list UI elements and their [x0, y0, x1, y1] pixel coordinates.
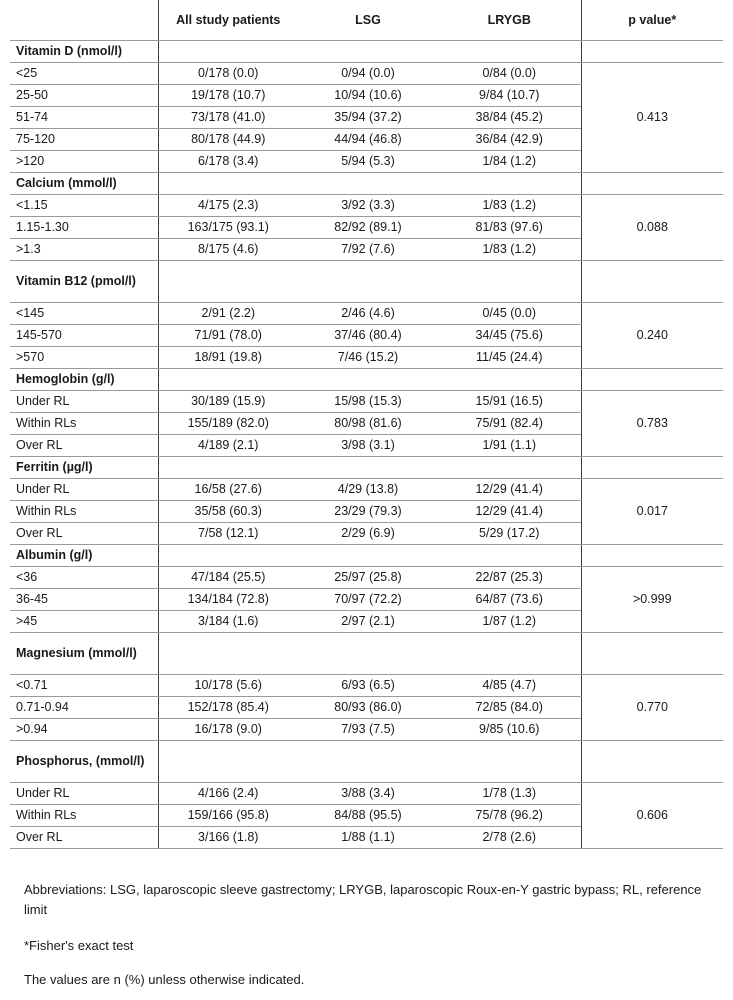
section-empty-cell: [438, 41, 581, 63]
value-cell: 4/85 (4.7): [438, 675, 581, 697]
row-label: >120: [10, 151, 158, 173]
row-label: <145: [10, 303, 158, 325]
value-cell: 0/94 (0.0): [298, 63, 438, 85]
value-cell: 0/45 (0.0): [438, 303, 581, 325]
section-title: Albumin (g/l): [10, 545, 158, 567]
section-header-row: [10, 41, 723, 63]
value-cell: 1/87 (1.2): [438, 611, 581, 633]
value-cell: 37/46 (80.4): [298, 325, 438, 347]
value-cell: 7/58 (12.1): [158, 523, 298, 545]
value-cell: 5/29 (17.2): [438, 523, 581, 545]
value-cell: 5/94 (5.3): [298, 151, 438, 173]
value-cell: 11/45 (24.4): [438, 347, 581, 369]
section-title: Ferritin (µg/l): [10, 457, 158, 479]
section-empty-cell: [298, 261, 438, 303]
value-cell: 16/178 (9.0): [158, 719, 298, 741]
value-cell: 75/91 (82.4): [438, 413, 581, 435]
row-label: 25-50: [10, 85, 158, 107]
value-cell: 81/83 (97.6): [438, 217, 581, 239]
value-cell: 155/189 (82.0): [158, 413, 298, 435]
value-cell: 47/184 (25.5): [158, 567, 298, 589]
value-cell: 36/84 (42.9): [438, 129, 581, 151]
abbreviations-note: Abbreviations: LSG, laparoscopic sleeve gastrectomy; LRYGB, laparoscopic Roux-en-Y gastric bypass; RL, reference limit: [24, 882, 702, 917]
table-body: [10, 41, 723, 849]
value-cell: 3/98 (3.1): [298, 435, 438, 457]
p-value-cell: 0.770: [581, 675, 723, 741]
values-note: The values are n (%) unless otherwise indicated.: [24, 972, 305, 987]
section-header-row: [10, 369, 723, 391]
value-cell: 71/91 (78.0): [158, 325, 298, 347]
value-cell: 16/58 (27.6): [158, 479, 298, 501]
value-cell: 3/92 (3.3): [298, 195, 438, 217]
section-empty-cell: [581, 545, 723, 567]
row-label: Over RL: [10, 827, 158, 849]
value-cell: 10/178 (5.6): [158, 675, 298, 697]
value-cell: 80/178 (44.9): [158, 129, 298, 151]
value-cell: 1/91 (1.1): [438, 435, 581, 457]
value-cell: 2/97 (2.1): [298, 611, 438, 633]
section-empty-cell: [298, 457, 438, 479]
row-label: Under RL: [10, 479, 158, 501]
p-value-cell: 0.413: [581, 63, 723, 173]
section-title: Hemoglobin (g/l): [10, 369, 158, 391]
row-label: Over RL: [10, 523, 158, 545]
value-cell: 0/84 (0.0): [438, 63, 581, 85]
value-cell: 25/97 (25.8): [298, 567, 438, 589]
value-cell: 38/84 (45.2): [438, 107, 581, 129]
value-cell: 6/178 (3.4): [158, 151, 298, 173]
section-empty-cell: [158, 41, 298, 63]
value-cell: 35/94 (37.2): [298, 107, 438, 129]
value-cell: 6/93 (6.5): [298, 675, 438, 697]
section-empty-cell: [438, 545, 581, 567]
value-cell: 1/83 (1.2): [438, 239, 581, 261]
value-cell: 4/189 (2.1): [158, 435, 298, 457]
value-cell: 7/93 (7.5): [298, 719, 438, 741]
value-cell: 73/178 (41.0): [158, 107, 298, 129]
value-cell: 159/166 (95.8): [158, 805, 298, 827]
value-cell: 84/88 (95.5): [298, 805, 438, 827]
value-cell: 80/93 (86.0): [298, 697, 438, 719]
value-cell: 72/85 (84.0): [438, 697, 581, 719]
value-cell: 2/29 (6.9): [298, 523, 438, 545]
section-title: Magnesium (mmol/l): [10, 633, 158, 675]
section-header-row: [10, 261, 723, 303]
section-empty-cell: [581, 369, 723, 391]
section-empty-cell: [581, 173, 723, 195]
header-cell-lrygb: LRYGB: [438, 0, 581, 41]
fisher-footnote: *Fisher's exact test: [24, 938, 134, 953]
section-empty-cell: [298, 545, 438, 567]
value-cell: 1/84 (1.2): [438, 151, 581, 173]
section-header-row: [10, 633, 723, 675]
section-empty-cell: [298, 741, 438, 783]
table-row: [10, 391, 723, 413]
section-empty-cell: [438, 369, 581, 391]
section-empty-cell: [581, 41, 723, 63]
section-title: Calcium (mmol/l): [10, 173, 158, 195]
value-cell: 30/189 (15.9): [158, 391, 298, 413]
value-cell: 82/92 (89.1): [298, 217, 438, 239]
table-row: [10, 567, 723, 589]
value-cell: 8/175 (4.6): [158, 239, 298, 261]
row-label: >45: [10, 611, 158, 633]
row-label: <36: [10, 567, 158, 589]
row-label: Under RL: [10, 783, 158, 805]
value-cell: 22/87 (25.3): [438, 567, 581, 589]
section-header-row: [10, 545, 723, 567]
value-cell: 12/29 (41.4): [438, 479, 581, 501]
value-cell: 2/46 (4.6): [298, 303, 438, 325]
lab-values-table: [10, 0, 723, 849]
value-cell: 1/83 (1.2): [438, 195, 581, 217]
section-empty-cell: [438, 173, 581, 195]
section-empty-cell: [158, 633, 298, 675]
table-row: [10, 783, 723, 805]
row-label: >570: [10, 347, 158, 369]
row-label: Under RL: [10, 391, 158, 413]
value-cell: 34/45 (75.6): [438, 325, 581, 347]
section-empty-cell: [581, 457, 723, 479]
row-label: Within RLs: [10, 805, 158, 827]
table-header: [10, 0, 723, 41]
row-label: <25: [10, 63, 158, 85]
row-label: Within RLs: [10, 501, 158, 523]
p-value-cell: >0.999: [581, 567, 723, 633]
header-cell-p-value: p value*: [581, 0, 723, 41]
row-label: Within RLs: [10, 413, 158, 435]
value-cell: 44/94 (46.8): [298, 129, 438, 151]
row-label: >1.3: [10, 239, 158, 261]
value-cell: 10/94 (10.6): [298, 85, 438, 107]
section-title: Phosphorus, (mmol/l): [10, 741, 158, 783]
p-value-cell: 0.017: [581, 479, 723, 545]
section-empty-cell: [438, 261, 581, 303]
p-value-cell: 0.606: [581, 783, 723, 849]
value-cell: 75/78 (96.2): [438, 805, 581, 827]
section-empty-cell: [298, 41, 438, 63]
value-cell: 35/58 (60.3): [158, 501, 298, 523]
row-label: 51-74: [10, 107, 158, 129]
value-cell: 3/184 (1.6): [158, 611, 298, 633]
header-cell-lsg: LSG: [298, 0, 438, 41]
section-empty-cell: [581, 261, 723, 303]
section-empty-cell: [158, 545, 298, 567]
value-cell: 4/175 (2.3): [158, 195, 298, 217]
value-cell: 12/29 (41.4): [438, 501, 581, 523]
value-cell: 0/178 (0.0): [158, 63, 298, 85]
value-cell: 9/85 (10.6): [438, 719, 581, 741]
section-empty-cell: [158, 369, 298, 391]
value-cell: 2/91 (2.2): [158, 303, 298, 325]
row-label: Over RL: [10, 435, 158, 457]
p-value-cell: 0.088: [581, 195, 723, 261]
section-header-row: [10, 741, 723, 783]
header-cell-all-patients: All study patients: [158, 0, 298, 41]
section-header-row: [10, 457, 723, 479]
value-cell: 134/184 (72.8): [158, 589, 298, 611]
value-cell: 2/78 (2.6): [438, 827, 581, 849]
section-title: Vitamin D (nmol/l): [10, 41, 158, 63]
value-cell: 18/91 (19.8): [158, 347, 298, 369]
value-cell: 152/178 (85.4): [158, 697, 298, 719]
row-label: >0.94: [10, 719, 158, 741]
section-empty-cell: [158, 741, 298, 783]
value-cell: 64/87 (73.6): [438, 589, 581, 611]
value-cell: 4/166 (2.4): [158, 783, 298, 805]
section-empty-cell: [581, 741, 723, 783]
table-row: [10, 63, 723, 85]
value-cell: 1/78 (1.3): [438, 783, 581, 805]
section-empty-cell: [438, 457, 581, 479]
section-title: Vitamin B12 (pmol/l): [10, 261, 158, 303]
value-cell: 9/84 (10.7): [438, 85, 581, 107]
value-cell: 23/29 (79.3): [298, 501, 438, 523]
value-cell: 3/166 (1.8): [158, 827, 298, 849]
header-cell-label: [10, 0, 158, 41]
value-cell: 3/88 (3.4): [298, 783, 438, 805]
p-value-cell: 0.240: [581, 303, 723, 369]
section-empty-cell: [438, 741, 581, 783]
section-empty-cell: [158, 261, 298, 303]
table-row: [10, 303, 723, 325]
section-empty-cell: [298, 633, 438, 675]
value-cell: 163/175 (93.1): [158, 217, 298, 239]
section-empty-cell: [438, 633, 581, 675]
table-row: [10, 195, 723, 217]
value-cell: 80/98 (81.6): [298, 413, 438, 435]
row-label: <1.15: [10, 195, 158, 217]
section-header-row: [10, 173, 723, 195]
row-label: <0.71: [10, 675, 158, 697]
row-label: 145-570: [10, 325, 158, 347]
row-label: 0.71-0.94: [10, 697, 158, 719]
section-empty-cell: [581, 633, 723, 675]
value-cell: 4/29 (13.8): [298, 479, 438, 501]
row-label: 36-45: [10, 589, 158, 611]
section-empty-cell: [298, 369, 438, 391]
value-cell: 15/98 (15.3): [298, 391, 438, 413]
section-empty-cell: [158, 173, 298, 195]
value-cell: 1/88 (1.1): [298, 827, 438, 849]
row-label: 75-120: [10, 129, 158, 151]
section-empty-cell: [298, 173, 438, 195]
row-label: 1.15-1.30: [10, 217, 158, 239]
value-cell: 70/97 (72.2): [298, 589, 438, 611]
value-cell: 7/46 (15.2): [298, 347, 438, 369]
section-empty-cell: [158, 457, 298, 479]
table-row: [10, 479, 723, 501]
value-cell: 7/92 (7.6): [298, 239, 438, 261]
table-row: [10, 675, 723, 697]
value-cell: 19/178 (10.7): [158, 85, 298, 107]
value-cell: 15/91 (16.5): [438, 391, 581, 413]
p-value-cell: 0.783: [581, 391, 723, 457]
